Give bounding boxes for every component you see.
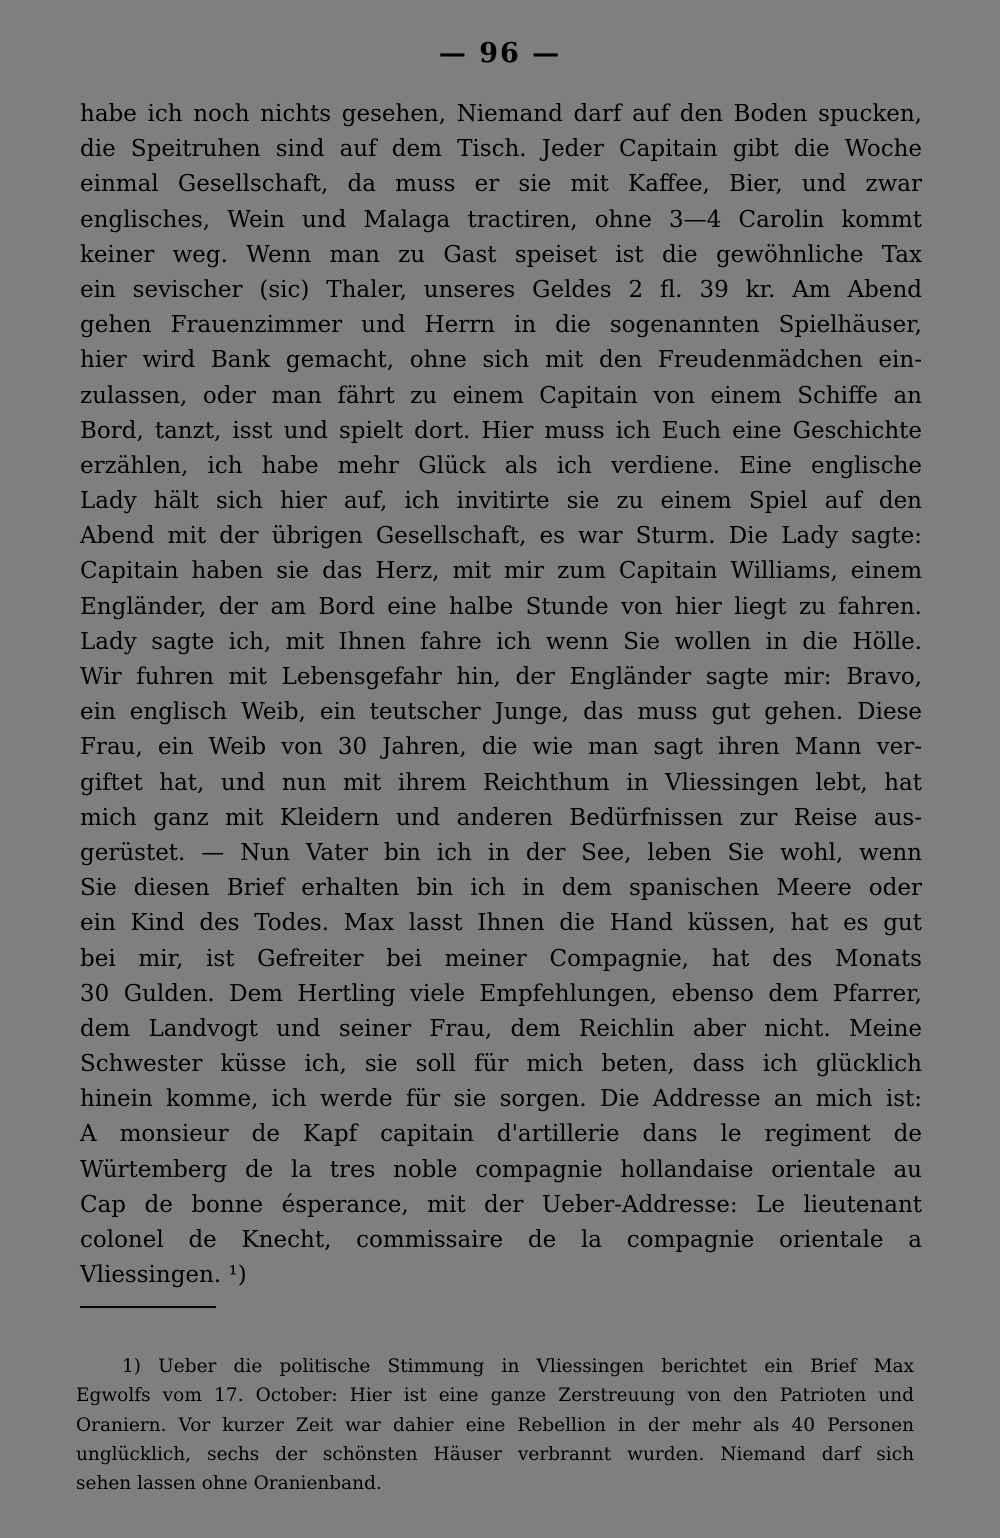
footnote-line: 1) Ueber die politische Stimmung in Vliessingen berichtet ein Brief Max [122, 1356, 914, 1377]
text-line: Bord, tanzt, isst und spielt dort. Hier muss ich Euch eine Geschichte [80, 417, 922, 444]
page-number: — 96 — [438, 38, 562, 69]
text-line: Lady hält sich hier auf, ich invitirte sie zu einem Spiel auf den [80, 488, 922, 515]
footnote-line: unglücklich, sechs der schönsten Häuser verbrannt wurden. Niemand darf sich [76, 1443, 914, 1465]
text-line: Würtemberg de la tres noble compagnie hollandaise orientale au [80, 1156, 922, 1183]
text-line: gehen Frauenzimmer und Herrn in die sogenannten Spielhäuser, [80, 312, 922, 339]
text-line: dem Landvogt und seiner Frau, dem Reichlin aber nicht. Meine [80, 1015, 922, 1042]
text-line: bei mir, ist Gefreiter bei meiner Compagnie, hat des Monats [80, 945, 922, 972]
text-line: habe ich noch nichts gesehen, Niemand darf auf den Boden spucken, [80, 101, 922, 127]
text-line: 30 Gulden. Dem Hertling viele Empfehlungen, ebenso dem Pfarrer, [80, 980, 922, 1007]
text-line: Wir fuhren mit Lebensgefahr hin, der Engländer sagte mir: Bravo, [80, 664, 922, 690]
text-line: einmal Gesellschaft, da muss er sie mit Kaffee, Bier, und zwar [80, 171, 922, 198]
footnote-line: Oraniern. Vor kurzer Zeit war dahier eine Rebellion in der mehr als 40 Personen [76, 1414, 914, 1436]
text-line: gerüstet. — Nun Vater bin ich in der See, leben Sie wohl, wenn [80, 839, 922, 866]
footnote-line: Egwolfs vom 17. October: Hier ist eine ganze Zerstreuung von den Patrioten und [76, 1385, 914, 1407]
text-line: keiner weg. Wenn man zu Gast speiset ist die gewöhnliche Tax [80, 241, 922, 268]
text-line: Sie diesen Brief erhalten bin ich in dem spanischen Meere oder [80, 875, 922, 902]
footnote [76, 1352, 914, 1498]
text-line: Cap de bonne ésperance, mit der Ueber-Addresse: Le lieutenant [80, 1191, 922, 1218]
footnote-divider [80, 1306, 216, 1308]
text-line: hier wird Bank gemacht, ohne sich mit den Freudenmädchen ein- [80, 347, 922, 374]
text-line: die Speitruhen sind auf dem Tisch. Jeder Capitain gibt die Woche [80, 136, 922, 163]
text-line: Capitain haben sie das Herz, mit mir zum Capitain Williams, einem [80, 558, 922, 585]
text-line: ein sevischer (sic) Thaler, unseres Geldes 2 fl. 39 kr. Am Abend [80, 276, 922, 303]
main-text [80, 97, 922, 1293]
text-line: Schwester küsse ich, sie soll für mich beten, dass ich glücklich [80, 1051, 922, 1078]
text-line: Lady sagte ich, mit Ihnen fahre ich wenn Sie wollen in die Hölle. [80, 628, 922, 655]
text-line: ein Kind des Todes. Max lasst Ihnen die Hand küssen, hat es gut [80, 910, 922, 937]
text-line: colonel de Knecht, commissaire de la compagnie orientale a [80, 1227, 922, 1253]
text-line: giftet hat, und nun mit ihrem Reichthum in Vliessingen lebt, hat [80, 769, 922, 796]
text-line: hinein komme, ich werde für sie sorgen. Die Addresse an mich ist: [80, 1086, 922, 1113]
text-line: Engländer, der am Bord eine halbe Stunde von hier liegt zu fahren. [80, 593, 922, 620]
text-line: mich ganz mit Kleidern und anderen Bedürfnissen zur Reise aus- [80, 804, 922, 831]
text-line: erzählen, ich habe mehr Glück als ich verdiene. Eine englische [80, 452, 922, 479]
text-line: englisches, Wein und Malaga tractiren, ohne 3—4 Carolin kommt [80, 206, 922, 233]
text-line: Vliessingen. ¹) [80, 1262, 247, 1289]
text-line: zulassen, oder man fährt zu einem Capitain von einem Schiffe an [80, 382, 922, 409]
text-line: ein englisch Weib, ein teutscher Junge, das muss gut gehen. Diese [80, 699, 922, 726]
text-line: Abend mit der übrigen Gesellschaft, es war Sturm. Die Lady sagte: [80, 523, 922, 550]
text-line: A monsieur de Kapf capitain d'artillerie dans le regiment de [80, 1121, 922, 1148]
footnote-line: sehen lassen ohne Oranienband. [76, 1473, 382, 1495]
text-line: Frau, ein Weib von 30 Jahren, die wie man sagt ihren Mann ver- [80, 734, 922, 761]
